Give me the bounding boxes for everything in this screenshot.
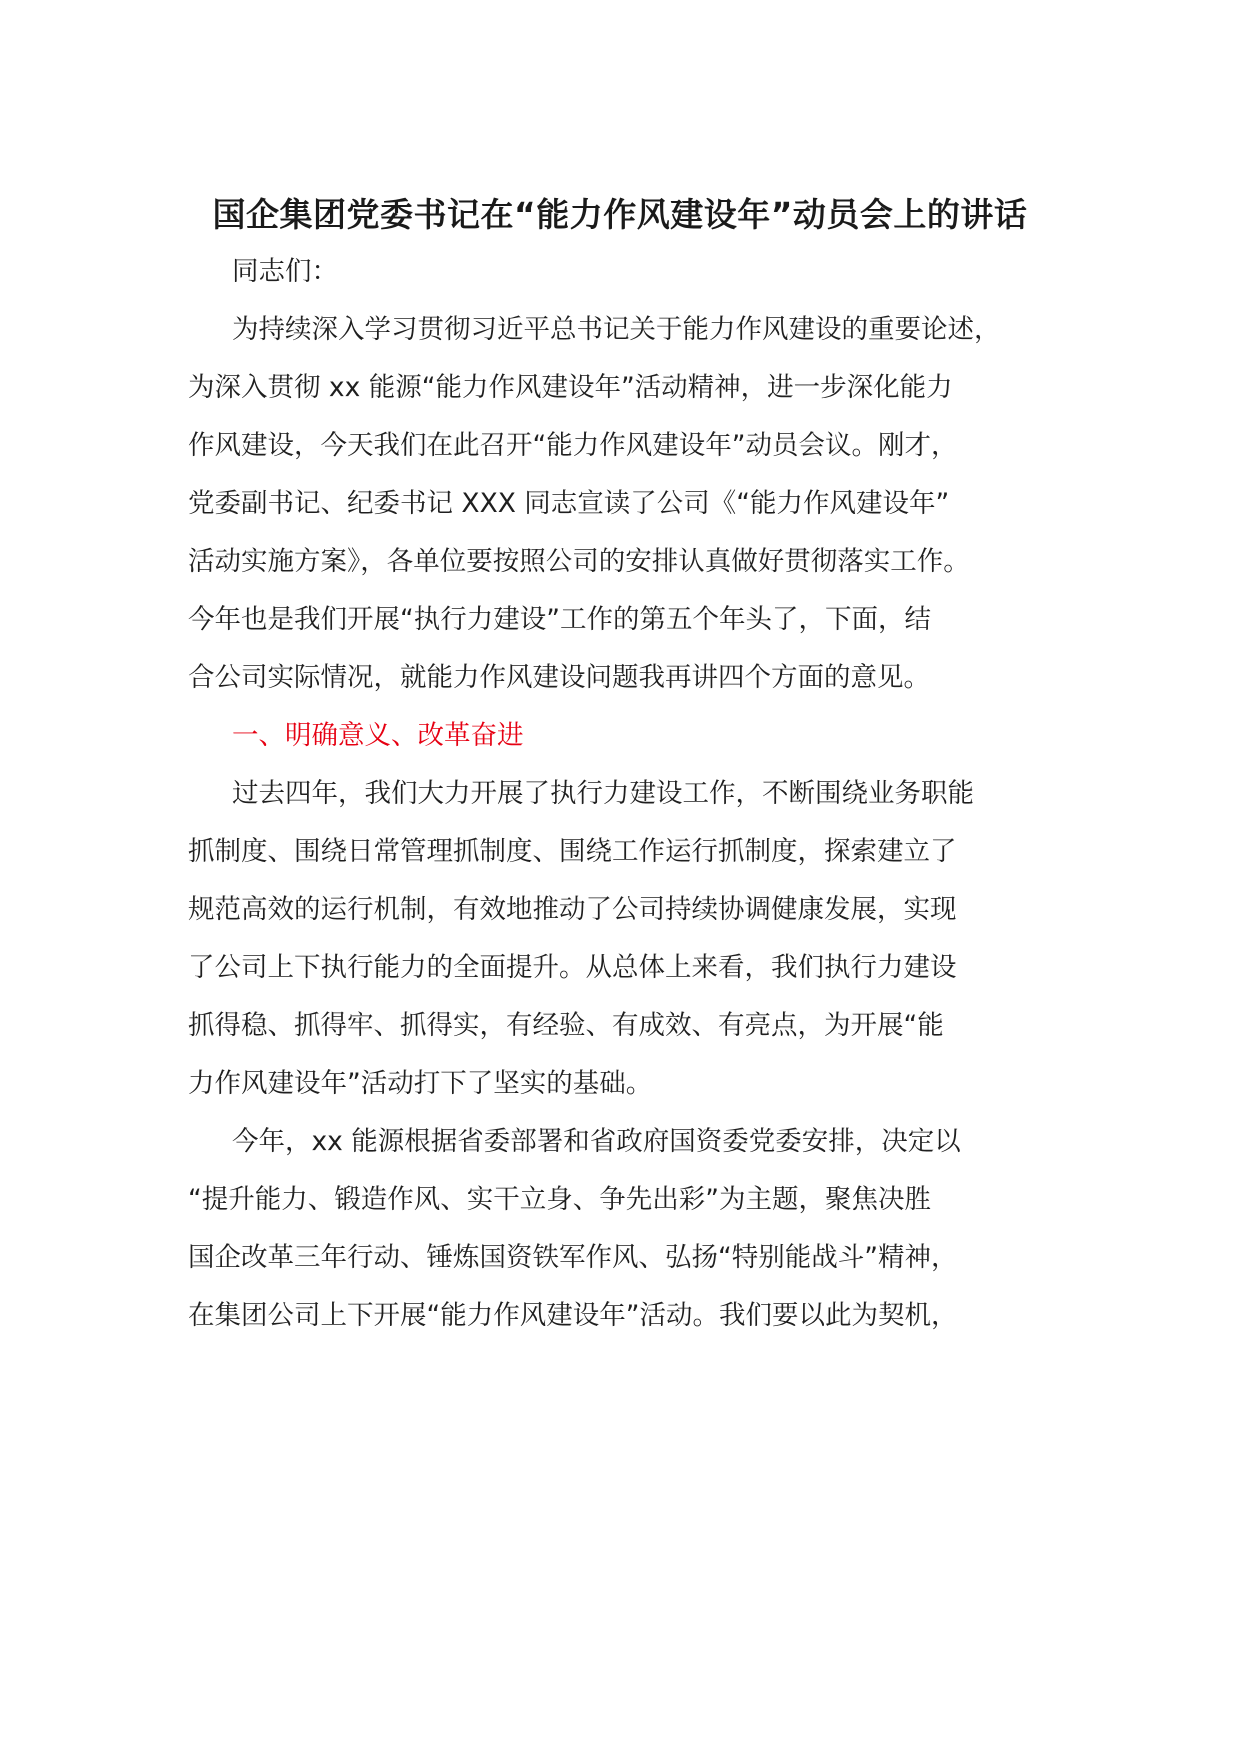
document-title: 国企集团党委书记在“能力作风建设年”动员会上的讲话: [212, 195, 1028, 234]
paragraph-line: 国企改革三年行动、锤炼国资铁军作风、弘扬“特别能战斗”精神，: [188, 1242, 958, 1273]
paragraph-line: 作风建设，今天我们在此召开“能力作风建设年”动员会议。刚才，: [188, 430, 958, 461]
paragraph-line: 为持续深入学习贯彻习近平总书记关于能力作风建设的重要论述，: [232, 314, 1001, 345]
paragraph-line: 规范高效的运行机制，有效地推动了公司持续协调健康发展，实现: [188, 894, 957, 925]
paragraph-line: “提升能力、锻造作风、实干立身、争先出彩”为主题，聚焦决胜: [188, 1184, 931, 1215]
salutation: 同志们：: [232, 256, 338, 287]
paragraph-line: 合公司实际情况，就能力作风建设问题我再讲四个方面的意见。: [188, 662, 930, 693]
paragraph-line: 过去四年，我们大力开展了执行力建设工作，不断围绕业务职能: [232, 778, 974, 809]
paragraph-line: 在集团公司上下开展“能力作风建设年”活动。我们要以此为契机，: [188, 1300, 958, 1331]
paragraph-line: 今年也是我们开展“执行力建设”工作的第五个年头了，下面，结: [188, 604, 931, 635]
paragraph-line: 党委副书记、纪委书记 XXX 同志宣读了公司《“能力作风建设年”: [188, 488, 950, 519]
paragraph-line: 活动实施方案》，各单位要按照公司的安排认真做好贯彻落实工作。: [188, 546, 970, 577]
section-heading: 一、明确意义、改革奋进: [232, 720, 524, 751]
paragraph-line: 为深入贯彻 xx 能源“能力作风建设年”活动精神，进一步深化能力: [188, 372, 953, 403]
paragraph-line: 力作风建设年”活动打下了坚实的基础。: [188, 1068, 653, 1099]
paragraph-line: 了公司上下执行能力的全面提升。从总体上来看，我们执行力建设: [188, 952, 957, 983]
paragraph-line: 今年，xx 能源根据省委部署和省政府国资委党委安排，决定以: [232, 1126, 961, 1157]
paragraph-line: 抓得稳、抓得牢、抓得实，有经验、有成效、有亮点，为开展“能: [188, 1010, 944, 1041]
paragraph-line: 抓制度、围绕日常管理抓制度、围绕工作运行抓制度，探索建立了: [188, 836, 957, 867]
